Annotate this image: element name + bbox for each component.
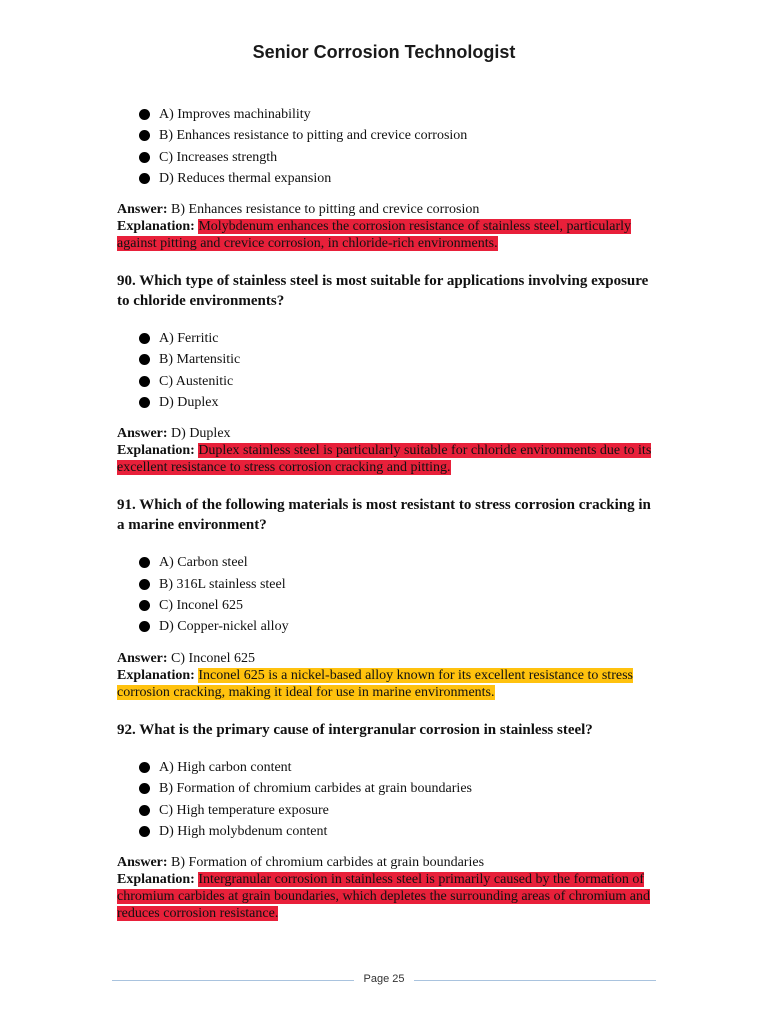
option-item (139, 392, 657, 413)
option-text: A) High carbon content (159, 760, 292, 776)
bullet-icon (139, 130, 150, 141)
bullet-icon (139, 354, 150, 365)
explanation-line (117, 667, 657, 701)
answer-text: B) Enhances resistance to pitting and crevice corrosion (171, 202, 480, 218)
explanation-highlight: Inconel 625 is a nickel-based alloy known for its excellent resistance to stress corrosion cracking, making it ideal for use in marine environments. (117, 667, 633, 700)
question-title: 90. Which type of stainless steel is most suitable for applications involving exposure to chloride environments? (117, 273, 649, 309)
explanation-highlight: Intergranular corrosion in stainless steel is primarily caused by the formation of chromium carbides at grain boundaries, which depletes the surrounding areas of chromium and reduces corrosion resistance. (117, 872, 651, 922)
bullet-icon (139, 600, 150, 611)
bullet-icon (139, 621, 150, 632)
option-list (139, 104, 657, 189)
explanation-highlight: Duplex stainless steel is particularly suitable for chloride environments due to its excellent resistance to stress corrosion cracking and pitting. (117, 443, 652, 476)
option-item (139, 552, 657, 573)
answer-line (117, 650, 657, 667)
option-item (139, 104, 657, 125)
option-text: A) Carbon steel (159, 555, 248, 571)
option-text: B) 316L stainless steel (159, 576, 286, 592)
option-text: D) Copper-nickel alloy (159, 619, 289, 635)
bullet-icon (139, 805, 150, 816)
option-item (139, 778, 657, 799)
document-body (117, 104, 657, 922)
answer-line (117, 854, 657, 871)
option-item (139, 125, 657, 146)
option-text: D) High molybdenum content (159, 823, 328, 839)
option-text: B) Martensitic (159, 352, 241, 368)
option-item (139, 574, 657, 595)
option-text: C) Inconel 625 (159, 597, 243, 613)
option-text: B) Enhances resistance to pitting and crevice corrosion (159, 128, 468, 144)
answer-text: B) Formation of chromium carbides at grain boundaries (171, 855, 485, 871)
option-item (139, 371, 657, 392)
option-text: C) Increases strength (159, 149, 278, 165)
bullet-icon (139, 557, 150, 568)
option-text: D) Duplex (159, 395, 219, 411)
option-item (139, 595, 657, 616)
option-text: C) Austenitic (159, 373, 234, 389)
answer-line (117, 425, 657, 442)
option-item (139, 168, 657, 189)
answer-line (117, 201, 657, 218)
page-header-title: Senior Corrosion Technologist (252, 42, 516, 62)
explanation-line (117, 218, 657, 252)
page-footer (112, 972, 656, 990)
answer-text: C) Inconel 625 (171, 650, 256, 666)
option-item (139, 821, 657, 842)
option-item (139, 328, 657, 349)
explanation-line (117, 442, 657, 476)
option-item (139, 616, 657, 637)
option-text: C) High temperature exposure (159, 802, 329, 818)
explanation-line (117, 871, 657, 922)
bullet-icon (139, 397, 150, 408)
explanation-label: Explanation: (117, 443, 195, 459)
bullet-icon (139, 376, 150, 387)
option-text: A) Improves machinability (159, 107, 311, 122)
option-item (139, 757, 657, 778)
option-item (139, 800, 657, 821)
option-item (139, 147, 657, 168)
option-list (139, 328, 657, 413)
answer-label: Answer: (117, 650, 168, 666)
bullet-icon (139, 762, 150, 773)
option-text: A) Ferritic (159, 331, 219, 347)
explanation-label: Explanation: (117, 667, 195, 683)
option-list (139, 757, 657, 842)
explanation-label: Explanation: (117, 872, 195, 888)
footer-divider-right (414, 980, 656, 981)
question-title: 91. Which of the following materials is most resistant to stress corrosion cracking in a marine environment? (117, 497, 651, 533)
explanation-label: Explanation: (117, 219, 195, 235)
bullet-icon (139, 579, 150, 590)
page-number: Page 25 (363, 973, 405, 985)
question-title: 92. What is the primary cause of intergranular corrosion in stainless steel? (117, 721, 593, 738)
option-item (139, 349, 657, 370)
explanation-highlight: Molybdenum enhances the corrosion resistance of stainless steel, particularly against pitting and crevice corrosion, in chloride-rich environments. (117, 219, 632, 252)
answer-text: D) Duplex (171, 426, 231, 442)
bullet-icon (139, 109, 150, 120)
answer-label: Answer: (117, 202, 168, 218)
option-list (139, 552, 657, 637)
answer-label: Answer: (117, 426, 168, 442)
bullet-icon (139, 826, 150, 837)
bullet-icon (139, 333, 150, 344)
option-text: D) Reduces thermal expansion (159, 170, 332, 186)
answer-label: Answer: (117, 855, 168, 871)
bullet-icon (139, 152, 150, 163)
bullet-icon (139, 173, 150, 184)
option-text: B) Formation of chromium carbides at grain boundaries (159, 781, 472, 797)
bullet-icon (139, 783, 150, 794)
